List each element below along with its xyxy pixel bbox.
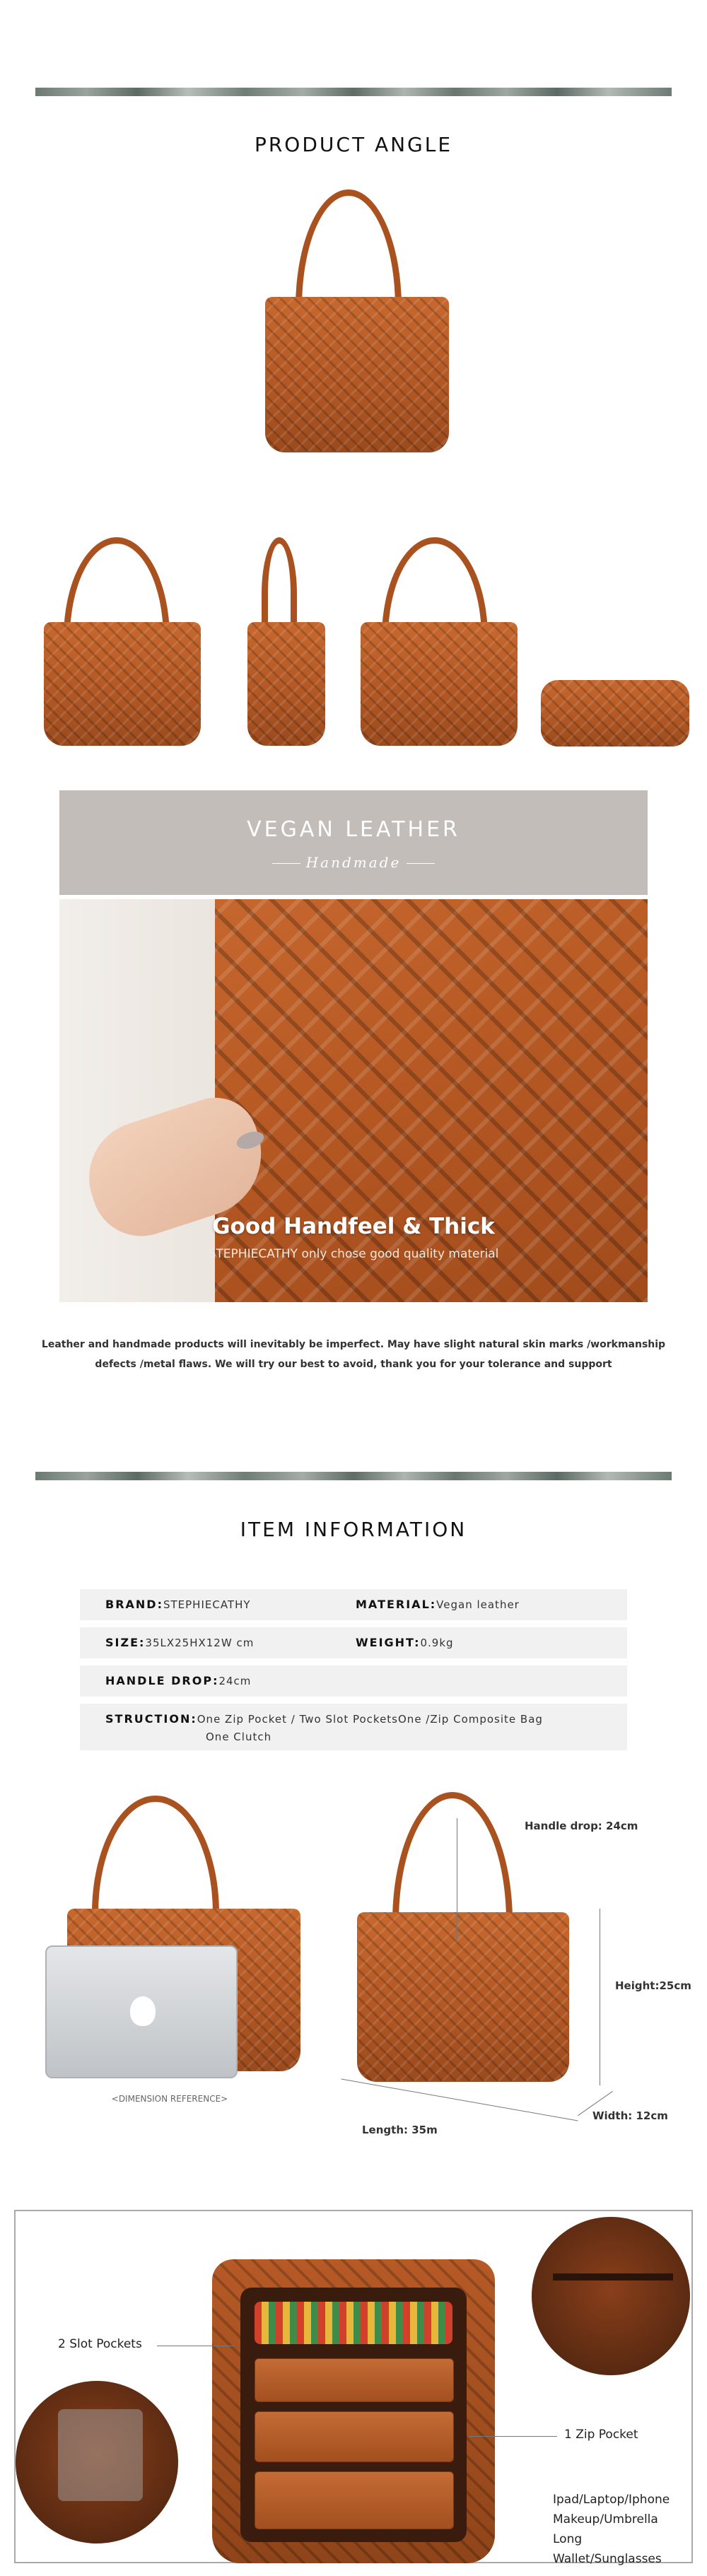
zip-pocket-label: 1 Zip Pocket [564,2428,638,2442]
vegan-leather-banner [59,790,648,895]
fits-list [553,2490,691,2569]
marble-divider-top [35,88,672,96]
size-label: SIZE: [105,1636,146,1649]
slot-pocket-closeup [16,2381,178,2543]
marble-divider-middle [35,1472,672,1480]
zip-pocket-pointer [468,2436,557,2437]
dimension-reference-caption: <DIMENSION REFERENCE> [111,2094,228,2104]
material-label: MATERIAL: [356,1598,437,1611]
height-text: Height:25cm [615,1979,691,1992]
handle-drop-value: 24cm [218,1675,252,1687]
weight-label: WEIGHT: [356,1636,421,1649]
info-row-handle-drop [80,1665,627,1697]
handle-drop-label: HANDLE DROP: [105,1674,219,1687]
product-angle-title: PRODUCT ANGLE [254,133,453,156]
handmade-subtitle: Handmade [305,854,402,871]
disclaimer-line-2: defects /metal flaws. We will try our best to avoid, thank you for your tolerance and support [95,1359,612,1370]
weight-value: 0.9kg [420,1637,454,1649]
handmade-subtitle-row [59,854,648,871]
info-row-size-weight [80,1627,627,1658]
struction-label: STRUCTION: [105,1712,197,1726]
slot-pockets-label: 2 Slot Pockets [58,2337,142,2351]
open-bag-image [212,2259,495,2563]
brand-label: BRAND: [105,1598,163,1611]
size-value: 35LX25HX12W cm [145,1637,255,1649]
laptop-image [45,1945,238,2078]
fits-line-3: Long Wallet/Sunglasses [553,2532,662,2566]
struction-value-2: One Clutch [206,1731,272,1743]
width-text: Width: 12cm [592,2109,668,2122]
leather-closeup-photo [59,899,648,1302]
item-information-title: ITEM INFORMATION [240,1518,467,1541]
length-text: Length: 35m [362,2124,438,2136]
fits-line-1: Ipad/Laptop/Iphone [553,2493,670,2507]
length-measure-line [341,2078,578,2121]
info-row-brand-material [80,1589,627,1620]
handle-drop-text: Handle drop: 24cm [525,1820,638,1832]
quality-subtitle: STEPHIECATHY only chose good quality material [208,1247,499,1261]
fits-line-2: Makeup/Umbrella [553,2512,658,2527]
zip-pocket-closeup [532,2217,690,2375]
interior-detail-panel [14,2210,693,2566]
material-value: Vegan leather [436,1598,520,1611]
disclaimer-line-1: Leather and handmade products will inevitably be imperfect. May have slight natural skin marks /workmanship [41,1339,666,1350]
disclaimer-text [28,1335,679,1374]
brand-value: STEPHIECATHY [163,1598,251,1611]
struction-value-1: One Zip Pocket / Two Slot PocketsOne /Zip Composite Bag [197,1713,543,1726]
vegan-leather-title: VEGAN LEATHER [247,817,460,842]
info-row-struction [80,1704,627,1750]
handfeel-title: Good Handfeel & Thick [212,1214,495,1239]
